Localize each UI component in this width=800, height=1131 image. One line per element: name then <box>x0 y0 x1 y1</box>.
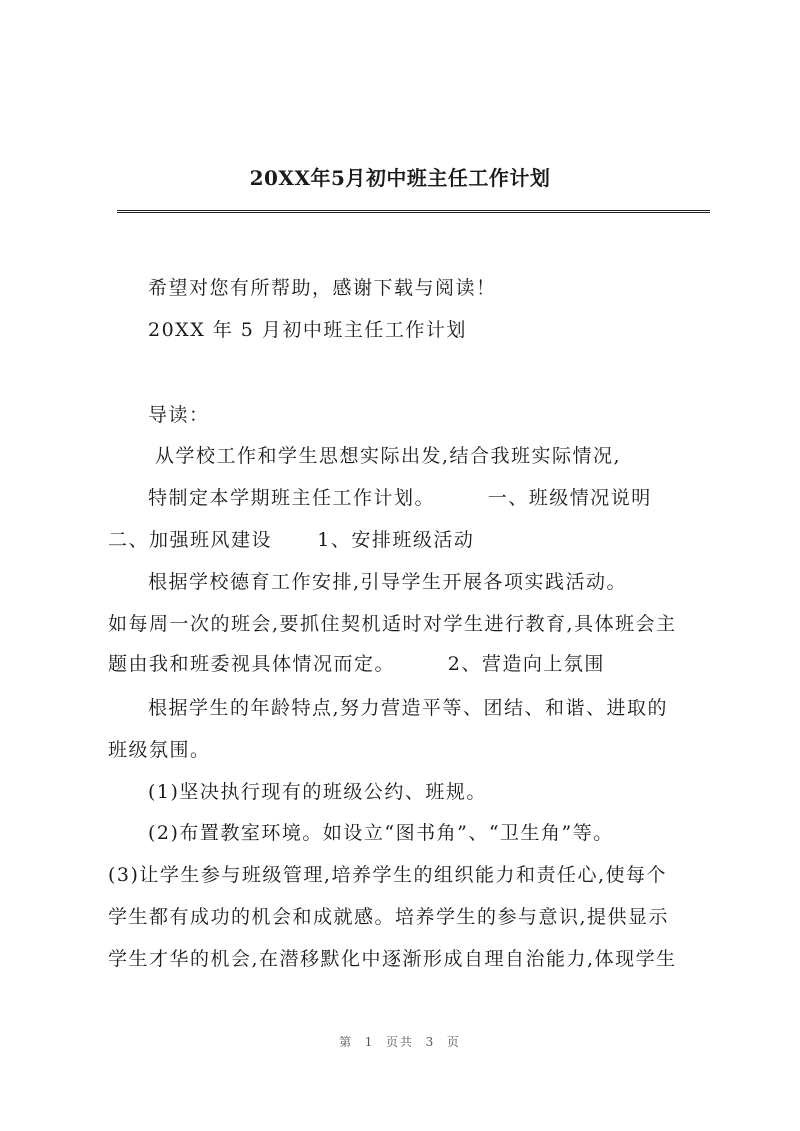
paragraph-line: 二、加强班风建设 1、安排班级活动 <box>108 529 475 551</box>
paragraph-line: 根据学生的年龄特点,努力营造平等、团结、和谐、进取的 <box>148 697 669 719</box>
paragraph-line: (1)坚决执行现有的班级公约、班规。 <box>148 781 487 803</box>
paragraph-line: 题由我和班委视具体情况而定。 2、营造向上氛围 <box>108 653 605 675</box>
document-title: 20XX年5月初中班主任工作计划 <box>249 166 551 190</box>
paragraph-line: 如每周一次的班会,要抓住契机适时对学生进行教育,具体班会主 <box>108 613 677 635</box>
page-footer: 第 1 页共 3 页 <box>339 1035 461 1049</box>
paragraph-line: 导读： <box>148 404 210 426</box>
paragraph-line: 特制定本学期班主任工作计划。 一、班级情况说明 <box>148 487 652 509</box>
paragraph-line: 希望对您有所帮助，感谢下载与阅读！ <box>148 277 497 299</box>
paragraph-line: 学生都有成功的机会和成就感。培养学生的参与意识,提供显示 <box>108 906 670 928</box>
paragraph-line: (2)布置教室环境。如设立“图书角”、“卫生角”等。 <box>148 822 614 844</box>
paragraph-line: 从学校工作和学生思想实际出发,结合我班实际情况, <box>155 445 622 467</box>
title-underline <box>117 210 710 213</box>
paragraph-line: 20XX 年 5 月初中班主任工作计划 <box>148 319 467 341</box>
paragraph-line: 班级氛围。 <box>108 739 211 761</box>
paragraph-line: (3)让学生参与班级管理,培养学生的组织能力和责任心,使每个 <box>108 864 667 886</box>
paragraph-line: 根据学校德育工作安排,引导学生开展各项实践活动。 <box>148 571 628 593</box>
paragraph-line: 学生才华的机会,在潜移默化中逐渐形成自理自治能力,体现学生 <box>108 948 677 970</box>
